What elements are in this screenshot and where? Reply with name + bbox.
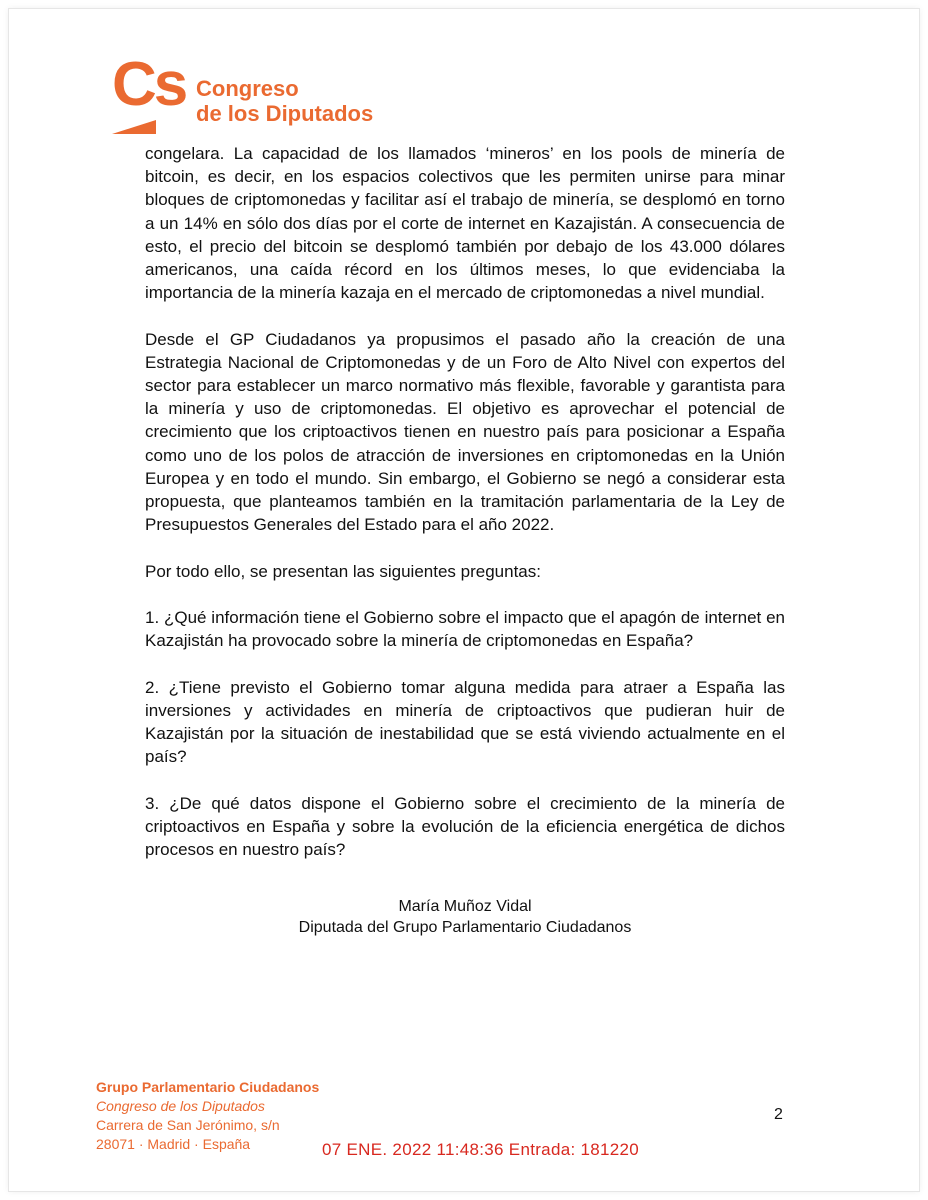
- page-number: 2: [774, 1106, 783, 1123]
- letterhead-title-line2: de los Diputados: [196, 101, 374, 126]
- cs-logo-text: Cs: [112, 50, 186, 119]
- letterhead-title: [196, 76, 373, 126]
- signatory-name: María Muñoz Vidal: [398, 898, 532, 915]
- question-1: 1. ¿Qué información tiene el Gobierno sobre el impacto que el apagón de internet en Kazajistán ha provocado sobre la minería de criptomonedas en España?: [145, 608, 785, 651]
- footer-city: 28071 · Madrid · España: [96, 1136, 251, 1152]
- letterhead: [112, 50, 374, 138]
- signature-block: [145, 896, 785, 938]
- footer-address: [96, 1078, 319, 1154]
- document-body: [145, 142, 785, 884]
- paragraph-mining-impact: congelara. La capacidad de los llamados ‘mineros’ en los pools de minería de bitcoin, es decir, en los espacios colectivos que les permiten unirse para minar bloques de criptomonedas y facilitar así el trabajo de minería, se desplomó en torno a un 14% en sólo dos días por el corte de internet en Kazajistán. A consecuencia de esto, el precio del bitcoin se desplomó también por debajo de los 43.000 dólares americanos, una caída récord en los últimos meses, lo que evidenciaba la importancia de la minería kazaja en el mercado de criptomonedas a nivel mundial.: [145, 144, 785, 303]
- letterhead-title-line1: Congreso: [196, 76, 299, 101]
- question-3: 3. ¿De qué datos dispone el Gobierno sobre el crecimiento de la minería de criptoactivos en España y sobre la evolución de la eficiencia energética de dichos procesos en nuestro país?: [145, 793, 785, 860]
- paragraph-gp-proposal: Desde el GP Ciudadanos ya propusimos el pasado año la creación de una Estrategia Nacional de Criptomonedas y de un Foro de Alto Nivel con expertos del sector para establecer un marco normativo más flexible, favorable y garantista para la minería y uso de criptomonedas. El objetivo es aprovechar el potencial de crecimiento que los criptoactivos tienen en nuestro país para posicionar a España como uno de los polos de atracción de inversiones en criptomonedas en la Unión Europea y en todo el mundo. Sin embargo, el Gobierno se negó a considerar esta propuesta, que planteamos también en la tramitación parlamentaria de la Ley de Presupuestos Generales del Estado para el año 2022.: [145, 329, 785, 535]
- footer-institution: Congreso de los Diputados: [96, 1098, 265, 1114]
- cs-logo: [112, 50, 186, 138]
- registry-entry-stamp: 07 ENE. 2022 11:48:36 Entrada: 181220: [322, 1140, 640, 1159]
- signatory-role: Diputada del Grupo Parlamentario Ciudadanos: [298, 919, 632, 936]
- footer-street: Carrera de San Jerónimo, s/n: [96, 1117, 280, 1133]
- paragraph-questions-intro: Por todo ello, se presentan las siguientes preguntas:: [145, 561, 541, 581]
- footer-org: Grupo Parlamentario Ciudadanos: [96, 1079, 320, 1095]
- question-2: 2. ¿Tiene previsto el Gobierno tomar alguna medida para atraer a España las inversiones y actividades en minería de criptoactivos que pudieran huir de Kazajistán por la situación de inestabilidad que se está viviendo actualmente en el país?: [145, 677, 785, 767]
- cs-logo-underline-shape: [112, 120, 156, 134]
